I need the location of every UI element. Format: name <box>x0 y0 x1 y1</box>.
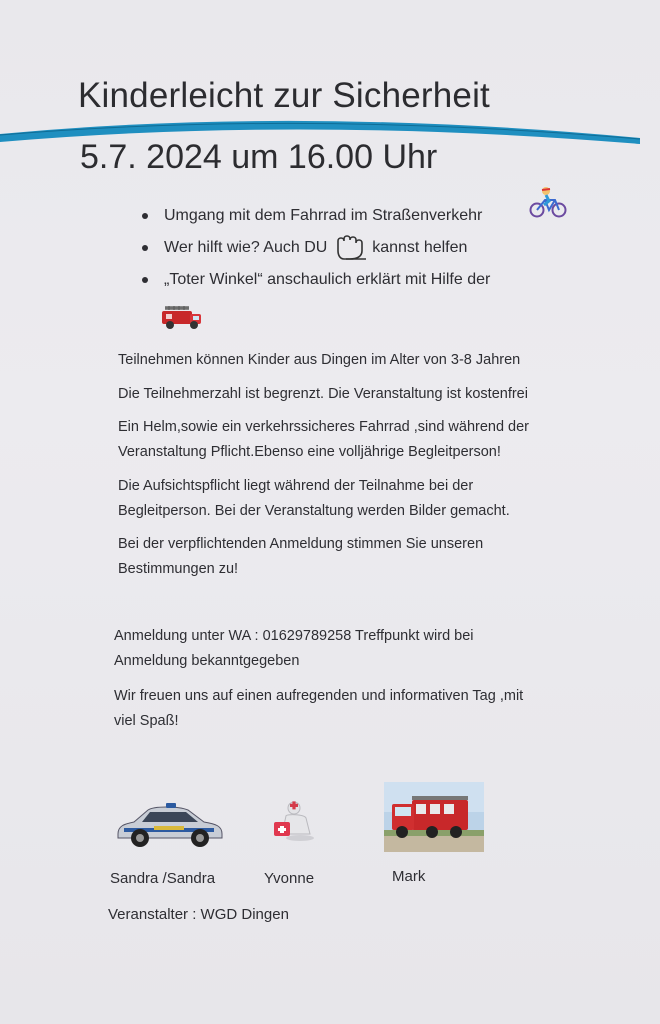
cyclist-icon <box>528 186 568 218</box>
closing-note <box>114 684 614 734</box>
bullet-dot <box>142 277 148 283</box>
info-line: Die Aufsichtspflicht liegt während der Teilnahme bei der <box>118 478 474 494</box>
info-line: Begleitperson. Bei der Veranstaltung werden Bilder gemacht. <box>118 503 510 519</box>
info-line: Anmeldung unter WA : 01629789258 Treffpunkt wird bei <box>114 628 474 644</box>
info-line: Bestimmungen zu! <box>118 561 239 577</box>
info-paragraphs <box>118 348 598 373</box>
bullet-dot <box>142 213 148 219</box>
bullet-text: „Toter Winkel“ anschaulich erklärt mit Hilfe der <box>164 271 491 288</box>
name-police: Sandra /Sandra <box>110 870 216 887</box>
info-paragraphs <box>118 415 618 465</box>
name-first-aid: Yvonne <box>264 870 315 887</box>
bullet-dot <box>142 245 148 251</box>
info-paragraphs <box>118 532 598 582</box>
name-fire: Mark <box>392 868 426 885</box>
bullet-text: Wer hilft wie? Auch DU <box>164 239 328 256</box>
fire-truck-icon <box>160 302 204 332</box>
info-line: Wir freuen uns auf einen aufregenden und informativen Tag ,mit <box>114 688 524 704</box>
info-line: Bei der verpflichtenden Anmeldung stimmen Sie unseren <box>118 536 484 552</box>
info-line: Teilnehmen können Kinder aus Dingen im Alter von 3-8 Jahren <box>118 352 521 368</box>
info-line: Anmeldung bekanntgegeben <box>114 653 300 669</box>
police-car-image <box>114 798 226 852</box>
poster-title: Kinderleicht zur Sicherheit <box>78 76 490 115</box>
bullet-item <box>140 232 490 264</box>
info-line: Die Teilnehmerzahl ist begrenzt. Die Veranstaltung ist kostenfrei <box>118 386 528 402</box>
bullet-text: kannst helfen <box>372 239 468 256</box>
first-aid-figure-image <box>270 800 322 844</box>
fire-truck-photo <box>384 782 484 852</box>
info-line: viel Spaß! <box>114 713 179 729</box>
info-line: Ein Helm,sowie ein verkehrssicheres Fahrrad ,sind während der <box>118 419 530 435</box>
registration-info <box>114 624 614 674</box>
event-date: 5.7. 2024 um 16.00 Uhr <box>80 138 438 176</box>
pointing-hand-icon <box>332 235 368 261</box>
bullet-item <box>140 264 490 296</box>
bullet-list <box>140 200 490 296</box>
bullet-text: Umgang mit dem Fahrrad im Straßenverkehr <box>164 207 483 224</box>
info-line: Veranstaltung Pflicht.Ebenso eine volljährige Begleitperson! <box>118 444 501 460</box>
bullet-item <box>140 200 490 232</box>
info-paragraphs <box>118 382 598 407</box>
info-paragraphs <box>118 474 598 524</box>
organizer: Veranstalter : WGD Dingen <box>108 906 289 923</box>
